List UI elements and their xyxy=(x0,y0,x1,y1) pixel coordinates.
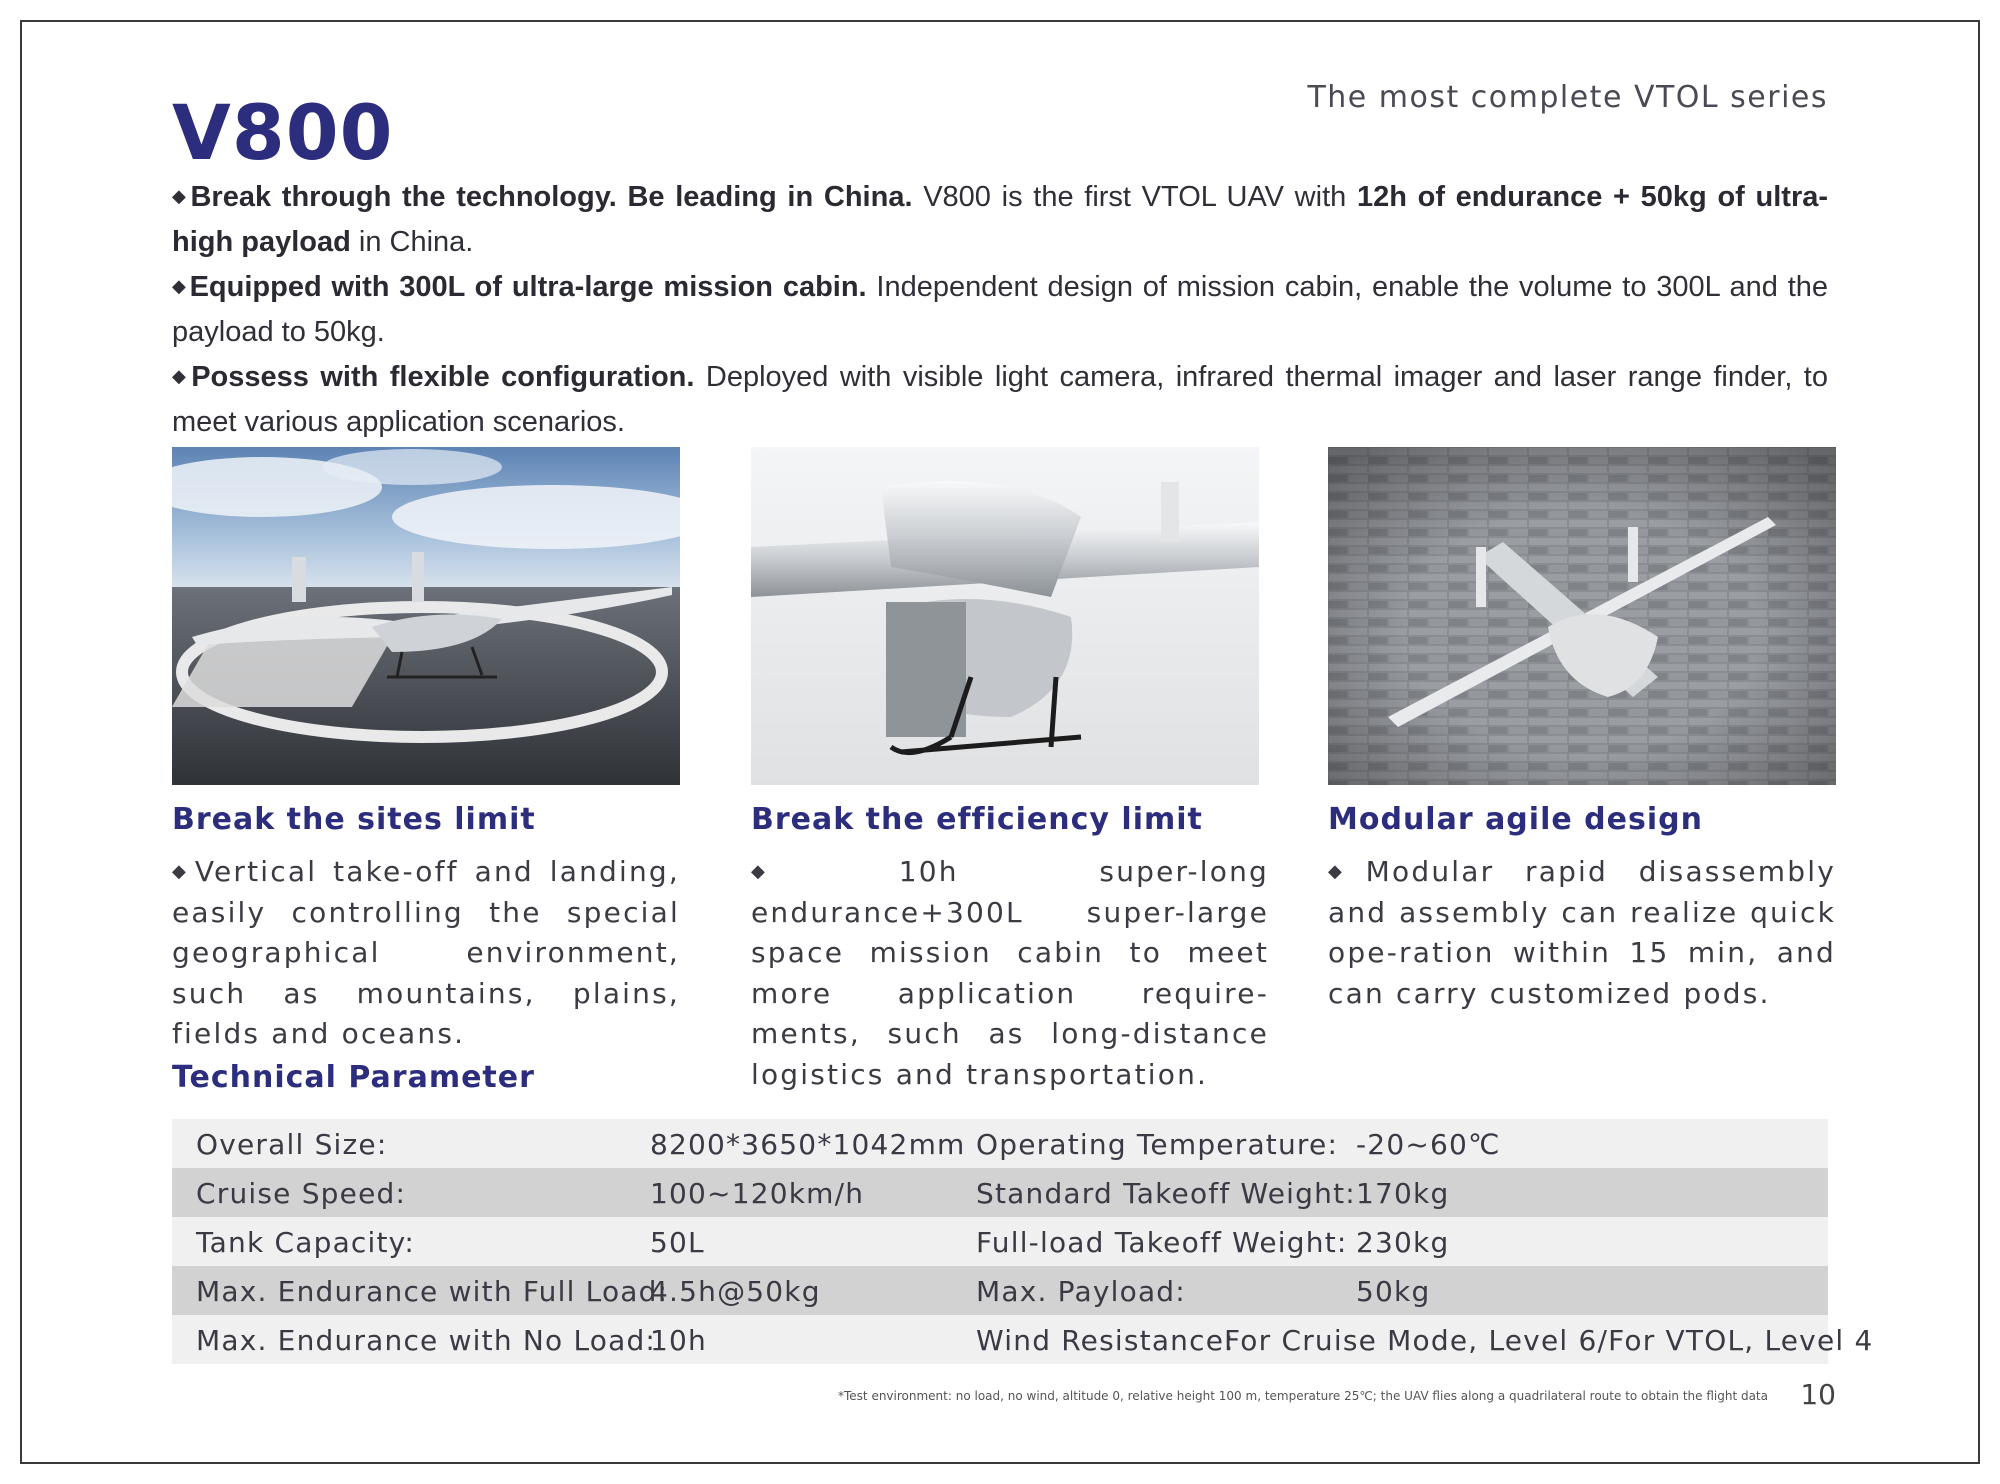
photo-brick xyxy=(1328,447,1836,785)
param-label: Cruise Speed: xyxy=(196,1177,407,1210)
tech-table xyxy=(172,1119,1874,1364)
photo-helipad xyxy=(172,447,680,785)
bullet-icon: ◆ xyxy=(751,861,897,882)
feature-title: Break the sites limit xyxy=(172,802,536,837)
param-value: For Cruise Mode, Level 6/For VTOL, Level 4 xyxy=(1224,1324,1874,1357)
feature-title: Modular agile design xyxy=(1328,802,1703,837)
param-value: 4.5h@50kg xyxy=(650,1275,821,1308)
page-number: 10 xyxy=(1800,1378,1836,1411)
bullet-icon: ◆ xyxy=(172,186,189,206)
param-value: 230kg xyxy=(1356,1226,1450,1259)
intro-bold: Possess with flexible configuration. xyxy=(191,361,695,393)
param-label: Overall Size: xyxy=(196,1128,388,1161)
param-label: Max. Endurance with No Load: xyxy=(196,1324,657,1357)
param-label: Full-load Takeoff Weight: xyxy=(976,1226,1348,1259)
param-value: 50L xyxy=(650,1226,705,1259)
feature-modular xyxy=(1328,798,1836,1014)
bullet-icon: ◆ xyxy=(1328,861,1364,882)
param-value: 10h xyxy=(650,1324,707,1357)
param-value: 170kg xyxy=(1356,1177,1450,1210)
page-title: V800 xyxy=(172,88,394,177)
table-row xyxy=(172,1217,1828,1266)
bullet-icon: ◆ xyxy=(172,366,190,386)
intro-paragraph xyxy=(172,264,1828,354)
feature-text: Modular rapid disassembly and assembly can realize quick ope-ration within 15 min, and can carry customized pods. xyxy=(1328,855,1837,1010)
intro-section xyxy=(172,174,1828,444)
intro-bold: 12h of endurance + 50kg of ultra-high payload xyxy=(172,181,1829,258)
intro-text: V800 is the first VTOL UAV with xyxy=(912,181,1357,213)
param-value: 50kg xyxy=(1356,1275,1431,1308)
feature-efficiency xyxy=(751,798,1269,1096)
series-tagline: The most complete VTOL series xyxy=(1307,80,1828,115)
param-label: Operating Temperature: xyxy=(976,1128,1339,1161)
param-label: Tank Capacity: xyxy=(196,1226,416,1259)
intro-paragraph xyxy=(172,354,1828,444)
bullet-icon: ◆ xyxy=(172,861,193,882)
param-label: Max. Payload: xyxy=(976,1275,1186,1308)
test-footnote: *Test environment: no load, no wind, altitude 0, relative height 100 m, temperature 25℃; the UAV flies along a quadrilateral route to obtain the flight data xyxy=(838,1389,1768,1403)
table-row xyxy=(172,1119,1828,1168)
param-label: Max. Endurance with Full Load: xyxy=(196,1275,669,1308)
feature-title: Break the efficiency limit xyxy=(751,802,1203,837)
intro-text: in China. xyxy=(350,225,474,258)
intro-paragraph xyxy=(172,174,1828,264)
table-row xyxy=(172,1168,1828,1217)
feature-text: Vertical take-off and landing, easily controlling the special geographical environment, such as mountains, plains, fields and oceans. xyxy=(172,855,680,1051)
feature-description xyxy=(1328,852,1836,1014)
table-row xyxy=(172,1315,1874,1364)
intro-bold: Equipped with 300L of ultra-large mission cabin. xyxy=(189,271,867,303)
feature-sites xyxy=(172,798,680,1055)
photo-studio xyxy=(751,447,1259,785)
feature-description xyxy=(172,852,680,1055)
param-value: 8200*3650*1042mm xyxy=(650,1128,966,1161)
intro-bold: Break through the technology. Be leading in China. xyxy=(190,181,913,213)
bullet-icon: ◆ xyxy=(172,276,188,296)
feature-text: 10h super-long endurance+300L super-large space mission cabin to meet more application require-ments, such as long-distance logistics and transportation. xyxy=(751,855,1269,1091)
param-label: Standard Takeoff Weight: xyxy=(976,1177,1356,1210)
param-value: 100~120km/h xyxy=(650,1177,865,1210)
param-value: -20~60℃ xyxy=(1356,1128,1501,1161)
tech-heading: Technical Parameter xyxy=(172,1060,535,1095)
param-label: Wind Resistance: xyxy=(976,1324,1235,1357)
feature-description xyxy=(751,852,1269,1096)
intro-text: Independent design of mission cabin, enable the volume to 300L and the payload to 50kg. xyxy=(172,271,1829,348)
table-row xyxy=(172,1266,1828,1315)
intro-text: Deployed with visible light camera, infrared thermal imager and laser range finder, to meet various application scenarios. xyxy=(172,361,1828,438)
